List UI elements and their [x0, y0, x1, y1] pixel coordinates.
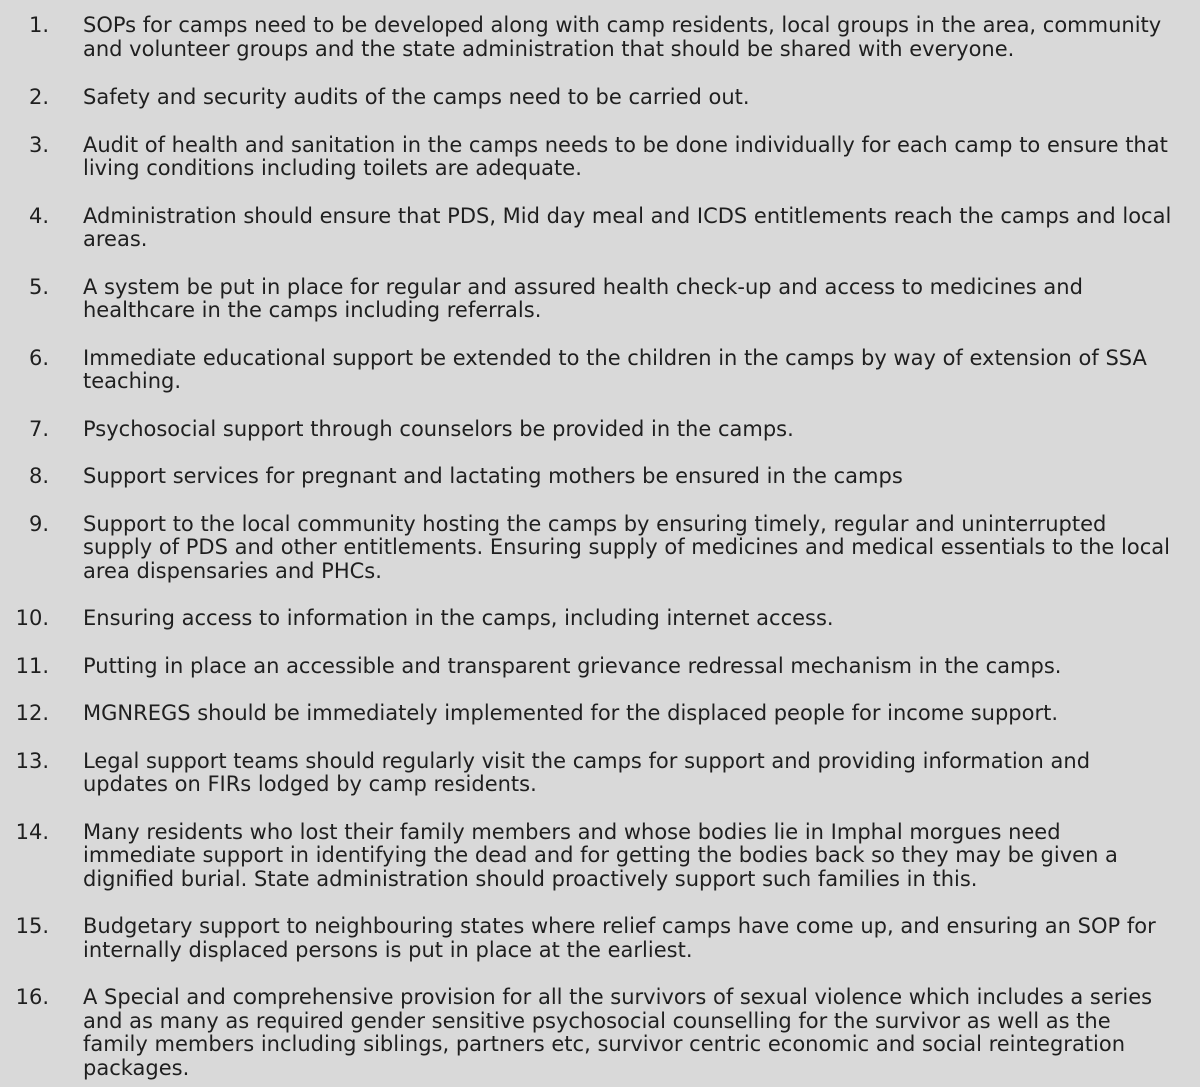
- item-number: 11.: [15, 653, 49, 678]
- item-text: MGNREGS should be immediately implemented for the displaced people for income support.: [83, 701, 1059, 725]
- item-number: 1.: [28, 13, 49, 37]
- item-number: 16.: [15, 985, 49, 1009]
- list-item: [0, 607, 1188, 631]
- list-item: [0, 655, 1188, 679]
- item-number: 13.: [15, 748, 49, 773]
- recommendations-list: [0, 14, 1188, 1080]
- item-number: 3.: [28, 132, 49, 157]
- list-item: [0, 915, 1188, 962]
- item-text: SOPs for camps need to be developed along with camp residents, local groups in the area, community and volunteer groups and the state administration that should be shared with everyone.: [83, 13, 1162, 61]
- list-item: [0, 418, 1188, 442]
- item-text: Psychosocial support through counselors be provided in the camps.: [83, 416, 794, 441]
- list-item: [0, 86, 1188, 110]
- item-number: 8.: [28, 464, 49, 488]
- item-text: Support services for pregnant and lactating mothers be ensured in the camps: [83, 464, 903, 488]
- item-text: Safety and security audits of the camps need to be carried out.: [83, 85, 750, 109]
- list-item: [0, 134, 1188, 181]
- list-item: [0, 821, 1188, 892]
- item-text: Many residents who lost their family members and whose bodies lie in Imphal morgues need immediate support in identifying the dead and for getting the bodies back so they may be given a dignified burial. State administration should proactively support such families in this.: [83, 819, 1118, 891]
- item-number: 14.: [15, 819, 49, 844]
- list-item: [0, 276, 1188, 323]
- list-item: [0, 986, 1188, 1080]
- item-text: Ensuring access to information in the camps, including internet access.: [83, 606, 834, 630]
- item-text: A system be put in place for regular and assured health check-up and access to medicines and healthcare in the camps including referrals.: [83, 274, 1083, 322]
- item-number: 15.: [15, 914, 49, 938]
- item-number: 7.: [28, 416, 49, 441]
- item-number: 9.: [28, 511, 49, 536]
- item-number: 5.: [28, 274, 49, 299]
- item-number: 12.: [15, 701, 49, 725]
- list-item: [0, 205, 1188, 252]
- item-text: A Special and comprehensive provision for all the survivors of sexual violence which includes a series and as many as required gender sensitive psychosocial counselling for the survivor as well as the family members including siblings, partners etc, survivor centric economic and social reintegration packages.: [83, 985, 1153, 1080]
- item-text: Immediate educational support be extended to the children in the camps by way of extension of SSA teaching.: [83, 345, 1147, 393]
- list-item: [0, 14, 1188, 61]
- item-number: 4.: [28, 203, 49, 228]
- list-item: [0, 347, 1188, 394]
- list-item: [0, 465, 1188, 489]
- list-item: [0, 750, 1188, 797]
- item-number: 10.: [15, 606, 49, 630]
- item-text: Audit of health and sanitation in the camps needs to be done individually for each camp to ensure that living conditions including toilets are adequate.: [83, 132, 1168, 180]
- item-number: 2.: [28, 85, 49, 109]
- item-text: Legal support teams should regularly visit the camps for support and providing information and updates on FIRs lodged by camp residents.: [83, 748, 1091, 796]
- item-text: Support to the local community hosting the camps by ensuring timely, regular and uninterrupted supply of PDS and other entitlements. Ensuring supply of medicines and medical essentials to the local area dispensaries and PHCs.: [83, 511, 1170, 583]
- item-text: Putting in place an accessible and transparent grievance redressal mechanism in the camps.: [83, 653, 1062, 678]
- list-item: [0, 513, 1188, 584]
- list-item: [0, 702, 1188, 726]
- item-text: Administration should ensure that PDS, Mid day meal and ICDS entitlements reach the camps and local areas.: [83, 203, 1172, 251]
- item-text: Budgetary support to neighbouring states where relief camps have come up, and ensuring an SOP for internally displaced persons is put in place at the earliest.: [83, 914, 1156, 962]
- item-number: 6.: [28, 345, 49, 370]
